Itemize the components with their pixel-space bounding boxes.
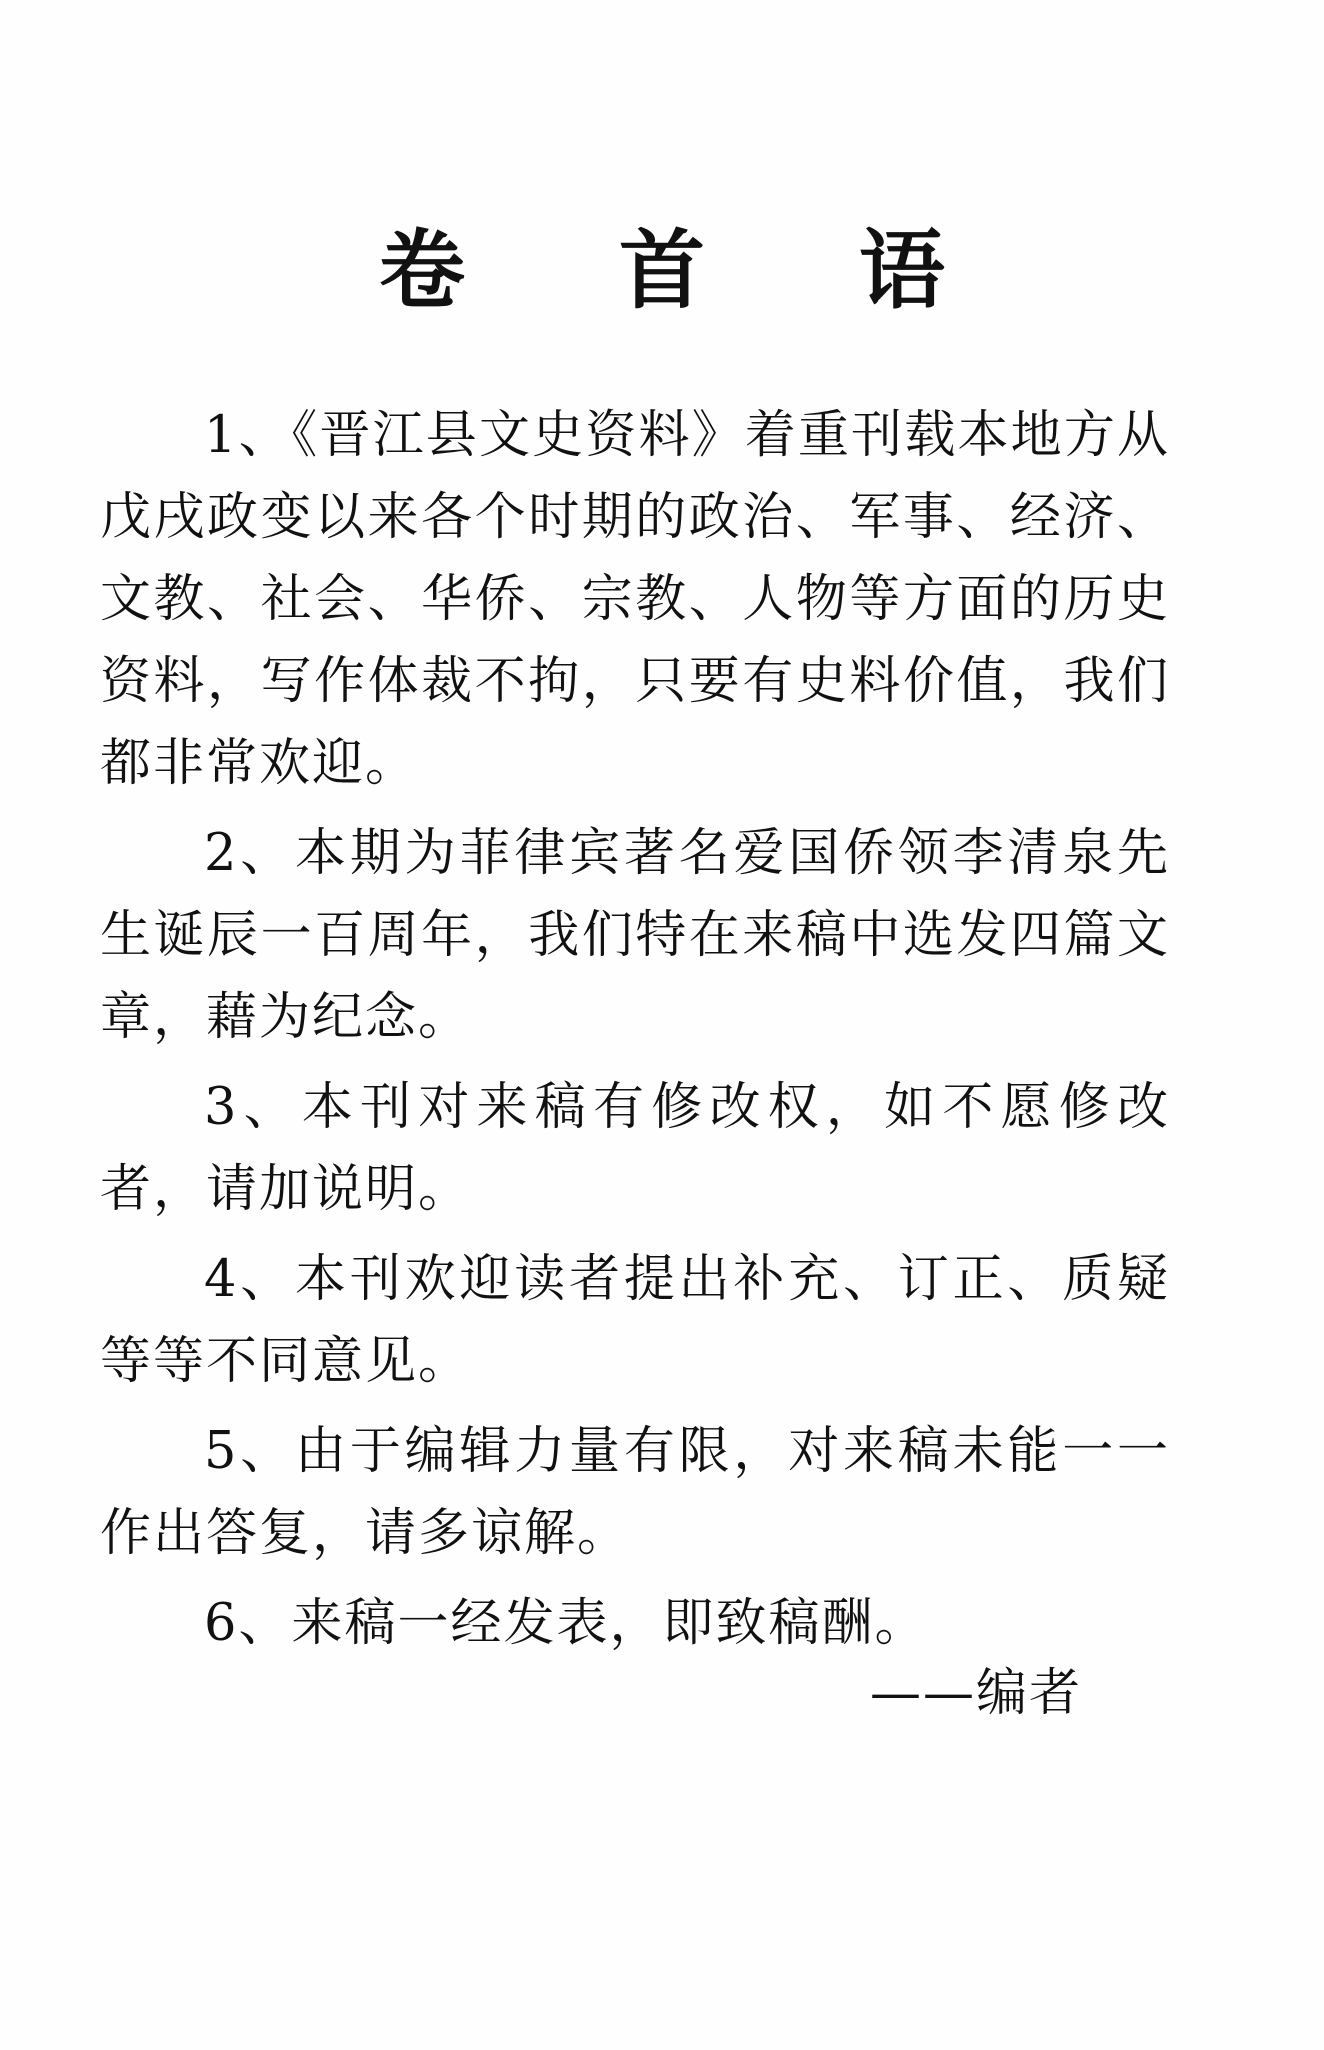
paragraph-1: 1、《晋江县文史资料》着重刊载本地方从戊戌政变以来各个时期的政治、军事、经济、文教、社会、华侨、宗教、人物等方面的历史资料，写作体裁不拘，只要有史料价值，我们都非常欢迎。	[100, 406, 1170, 793]
paragraph-2: 2、本期为菲律宾著名爱国侨领李清泉先生诞辰一百周年，我们特在来稿中选发四篇文章，藉为纪念。	[100, 824, 1170, 1047]
document-body	[100, 395, 1170, 1673]
page-title: 卷 首 语	[379, 220, 1007, 321]
paragraph-4: 4、本刊欢迎读者提出补充、订正、质疑等等不同意见。	[100, 1250, 1170, 1391]
paragraph-5: 5、由于编辑力量有限，对来稿未能一一作出答复，请多谅解。	[100, 1422, 1170, 1563]
paragraph-3: 3、本刊对来稿有修改权，如不愿修改者，请加说明。	[100, 1078, 1170, 1219]
editor-signature: ——编者	[870, 1664, 1083, 1723]
paragraph-6: 6、来稿一经发表，即致稿酬。	[204, 1594, 928, 1653]
